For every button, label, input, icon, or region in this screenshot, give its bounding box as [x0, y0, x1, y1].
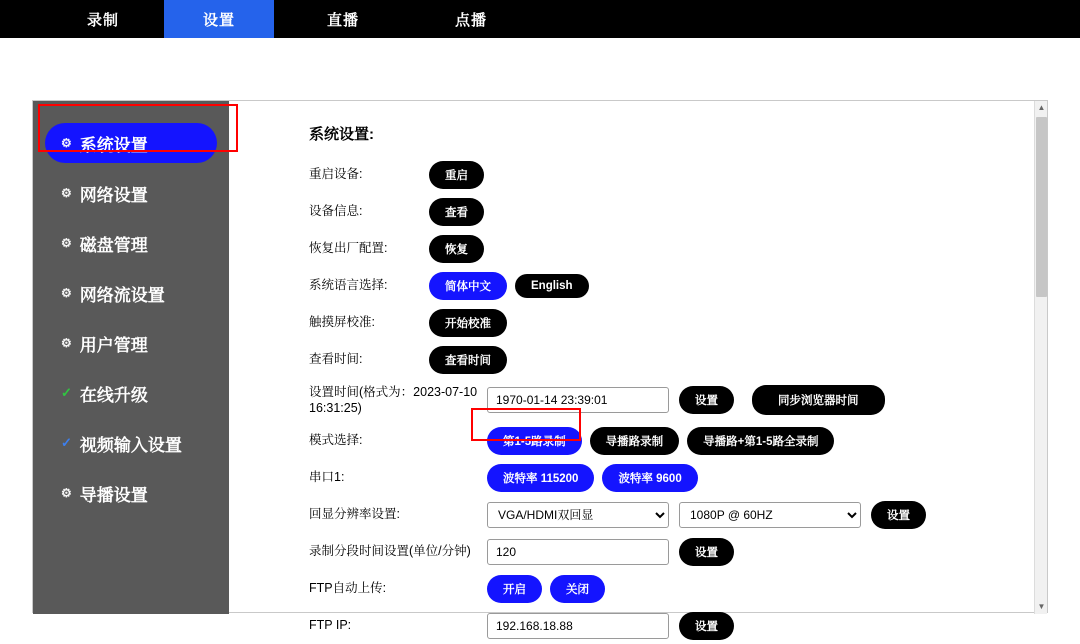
- sidebar-item-network-settings[interactable]: [45, 173, 217, 213]
- scroll-up-arrow-icon[interactable]: ▲: [1037, 103, 1046, 112]
- row-serial-port: [309, 459, 1049, 496]
- segment-duration-set-button[interactable]: 设置: [679, 538, 734, 566]
- set-time-button[interactable]: 设置: [679, 386, 734, 414]
- tab-live[interactable]: 直播: [326, 11, 359, 29]
- sidebar-item-label: 磁盘管理: [79, 235, 148, 255]
- mode-select-label: 模式选择:: [309, 433, 363, 448]
- sidebar-item-label: 在线升级: [79, 385, 148, 405]
- sidebar-item-video-input-settings[interactable]: [45, 423, 217, 463]
- ftp-auto-off-button[interactable]: 关闭: [550, 575, 605, 603]
- sidebar-item-label: 网络设置: [79, 185, 148, 205]
- ftp-auto-upload-label: FTP自动上传:: [309, 581, 387, 596]
- sync-browser-time-button[interactable]: 同步浏览器时间: [752, 385, 885, 415]
- scrollbar-thumb[interactable]: [1036, 117, 1047, 297]
- sidebar-item-label: 用户管理: [79, 335, 148, 355]
- language-chinese-button[interactable]: 简体中文: [429, 272, 507, 300]
- gear-icon: ⚙: [61, 136, 72, 150]
- settings-content: [229, 101, 1049, 633]
- mode-director-record-button[interactable]: 导播路录制: [590, 427, 680, 455]
- factory-reset-label: 恢复出厂配置:: [309, 241, 388, 256]
- baudrate-9600-button[interactable]: 波特率 9600: [602, 464, 697, 492]
- sidebar-item-label: 导播设置: [79, 485, 148, 505]
- ftp-ip-input[interactable]: [487, 613, 669, 639]
- row-loopout-resolution: [309, 496, 1049, 533]
- language-label: 系统语言选择:: [309, 278, 388, 293]
- touch-calibration-label: 触摸屏校准:: [309, 315, 375, 330]
- language-english-button[interactable]: English: [515, 274, 589, 298]
- sidebar-item-user-management[interactable]: [45, 323, 217, 363]
- reboot-button[interactable]: 重启: [429, 161, 484, 189]
- gear-icon: ⚙: [61, 486, 72, 500]
- row-touch-calibration: [309, 304, 1049, 341]
- sidebar-item-label: 网络流设置: [79, 285, 165, 305]
- sidebar-item-label: 视频输入设置: [79, 435, 182, 455]
- row-factory-reset: [309, 230, 1049, 267]
- mode-director-plus-all-button[interactable]: 导播路+第1-5路全录制: [687, 427, 834, 455]
- nav-spacer: [0, 0, 48, 38]
- baudrate-115200-button[interactable]: 波特率 115200: [487, 464, 594, 492]
- row-mode-select: [309, 422, 1049, 459]
- segment-duration-label: 录制分段时间设置(单位/分钟): [309, 544, 471, 559]
- check-circle-icon: ✓: [61, 435, 72, 450]
- sidebar-item-label: 系统设置: [79, 135, 148, 155]
- gear-icon: ⚙: [61, 336, 72, 350]
- tab-recording[interactable]: 录制: [86, 11, 119, 29]
- factory-reset-button[interactable]: 恢复: [429, 235, 484, 263]
- row-ftp-auto-upload: [309, 570, 1049, 607]
- mode-record-1-5-button[interactable]: 第1-5路录制: [487, 427, 582, 455]
- ftp-ip-label: FTP IP:: [309, 618, 352, 633]
- tab-settings[interactable]: 设置: [164, 0, 274, 38]
- loopout-set-button[interactable]: 设置: [871, 501, 926, 529]
- row-segment-duration: [309, 533, 1049, 570]
- top-navigation-bar: [0, 0, 1080, 38]
- loopout-resolution-label: 回显分辨率设置:: [309, 507, 400, 522]
- sidebar-item-system-settings[interactable]: [45, 123, 217, 163]
- row-language: [309, 267, 1049, 304]
- view-time-label: 查看时间:: [309, 352, 363, 367]
- segment-duration-input[interactable]: [487, 539, 669, 565]
- gear-icon: ⚙: [61, 236, 72, 250]
- set-time-label: 设置时间(格式为：2023-07-10 16:31:25): [309, 384, 478, 415]
- device-info-label: 设备信息:: [309, 204, 363, 219]
- row-reboot: [309, 156, 1049, 193]
- sidebar-item-network-stream-settings[interactable]: [45, 273, 217, 313]
- serial-port-label: 串口1:: [309, 470, 345, 485]
- row-ftp-ip: [309, 607, 1049, 644]
- ftp-auto-on-button[interactable]: 开启: [487, 575, 542, 603]
- tab-vod[interactable]: 点播: [454, 11, 487, 29]
- touch-calibration-button[interactable]: 开始校准: [429, 309, 507, 337]
- check-circle-icon: ✓: [61, 385, 72, 400]
- row-set-time: [309, 378, 1049, 422]
- ftp-ip-set-button[interactable]: 设置: [679, 612, 734, 640]
- loopout-mode-select[interactable]: [487, 502, 669, 528]
- sidebar-item-online-upgrade[interactable]: [45, 373, 217, 413]
- scroll-down-arrow-icon[interactable]: ▼: [1037, 602, 1046, 611]
- view-time-button[interactable]: 查看时间: [429, 346, 507, 374]
- settings-panel: [32, 100, 1048, 633]
- loopout-resolution-select[interactable]: [679, 502, 861, 528]
- row-device-info: [309, 193, 1049, 230]
- vertical-scrollbar[interactable]: [1034, 101, 1047, 614]
- device-info-button[interactable]: 查看: [429, 198, 484, 226]
- sidebar-item-director-settings[interactable]: [45, 473, 217, 513]
- reboot-label: 重启设备:: [309, 167, 363, 182]
- row-view-time: [309, 341, 1049, 378]
- set-time-input[interactable]: [487, 387, 669, 413]
- sidebar: [33, 101, 229, 614]
- page-title: 系统设置:: [309, 126, 374, 143]
- sidebar-item-disk-management[interactable]: [45, 223, 217, 263]
- gear-icon: ⚙: [61, 186, 72, 200]
- gear-icon: ⚙: [61, 286, 72, 300]
